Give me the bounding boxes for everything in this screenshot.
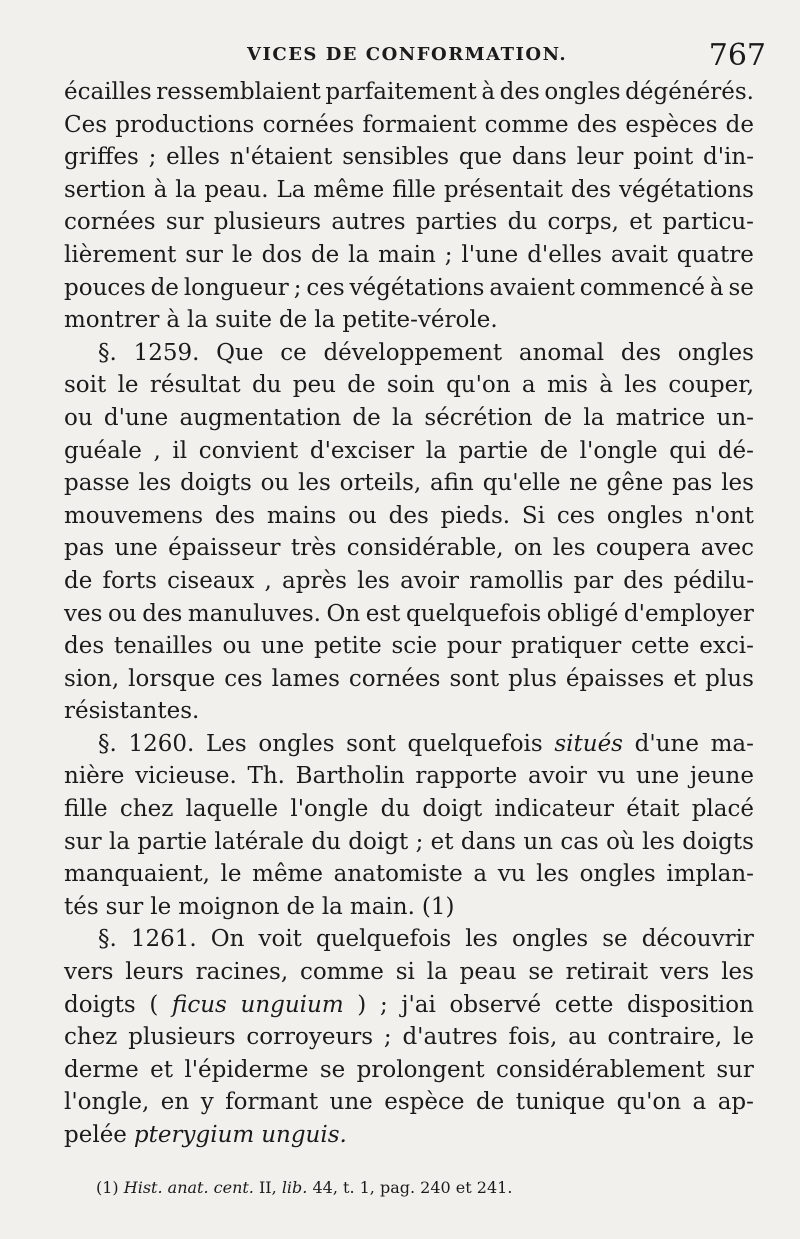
footnote-separator [390,1138,430,1139]
text-line: des tenailles ou une petite scie pour pratiquer cette exci- [64,633,754,660]
footnote-tome: t. 1, [343,1178,375,1197]
footnote-lib-label: lib. [281,1178,308,1197]
text-line: manquaient, le même anatomiste a vu les ongles implan- [64,861,754,888]
body-text [64,76,754,1152]
text-line: tés sur le moignon de la main. (1) [64,893,455,920]
text-line: lièrement sur le dos de la main ; l'une d'elles avait quatre [64,241,754,268]
text-line: sur la partie latérale du doigt ; et dans un cas où les doigts [64,828,754,855]
text-line: guéale , il convient d'exciser la partie de l'ongle qui dé- [64,437,754,464]
text-line: pouces de longueur ; ces végétations avaient commencé à se [64,274,754,301]
text-line: §. 1260. Les ongles sont quelquefois situés d'une ma- [98,730,754,757]
text-line: chez plusieurs corroyeurs ; d'autres fois, au contraire, le [64,1024,754,1051]
text-line: soit le résultat du peu de soin qu'on a mis à les couper, [64,372,754,399]
footnote-lib-number: 44, [312,1178,338,1197]
text-line: cornées sur plusieurs autres parties du corps, et particu- [64,209,754,236]
footnote-century: II, [258,1178,277,1197]
text-line: passe les doigts ou les orteils, afin qu'elle ne gêne pas les [64,470,754,497]
text-line: pas une épaisseur très considérable, on les coupera avec [64,535,754,562]
text-line: sion, lorsque ces lames cornées sont plus épaisses et plus [64,665,754,692]
text-line: pelée pterygium unguis. [64,1122,347,1148]
footnote-marker: (1) [96,1178,119,1197]
text-line: montrer à la suite de la petite-vérole. [64,307,498,334]
text-line: Ces productions cornées formaient comme des espèces de [64,111,754,138]
text-line: doigts ( ficus unguium ) ; j'ai observé cette disposition [64,991,754,1018]
text-line: derme et l'épiderme se prolongent considérablement sur [64,1056,754,1083]
text-line: ves ou des manuluves. On est quelquefois obligé d'employer [64,600,754,627]
text-line: §. 1261. On voit quelquefois les ongles se découvrir [98,926,754,953]
footnote-pages: pag. 240 et 241. [379,1178,513,1197]
page-number: 767 [708,38,766,73]
text-line: nière vicieuse. Th. Bartholin rapporte avoir vu une jeune [64,763,754,790]
footnote [96,1178,512,1197]
running-head: VICES DE CONFORMATION. [247,44,568,65]
text-line: griffes ; elles n'étaient sensibles que dans leur point d'in- [64,144,754,171]
text-line: résistantes. [64,698,200,725]
text-line: ou d'une augmentation de la sécrétion de la matrice un- [64,404,754,431]
text-line: vers leurs racines, comme si la peau se retirait vers les [64,959,754,986]
text-line: écailles ressemblaient parfaitement à des ongles dégénérés. [64,79,754,105]
text-line: §. 1259. Que ce développement anomal des ongles [98,339,754,366]
page-header [62,38,772,74]
text-line: de forts ciseaux , après les avoir ramollis par des pédilu- [64,567,754,594]
text-line: sertion à la peau. La même fille présentait des végétations [64,176,754,203]
text-line: l'ongle, en y formant une espèce de tunique qu'on a ap- [64,1089,754,1116]
text-line: mouvemens des mains ou des pieds. Si ces ongles n'ont [64,502,754,529]
footnote-source: Hist. anat. cent. [123,1178,254,1197]
text-line: fille chez laquelle l'ongle du doigt indicateur était placé [64,796,754,823]
